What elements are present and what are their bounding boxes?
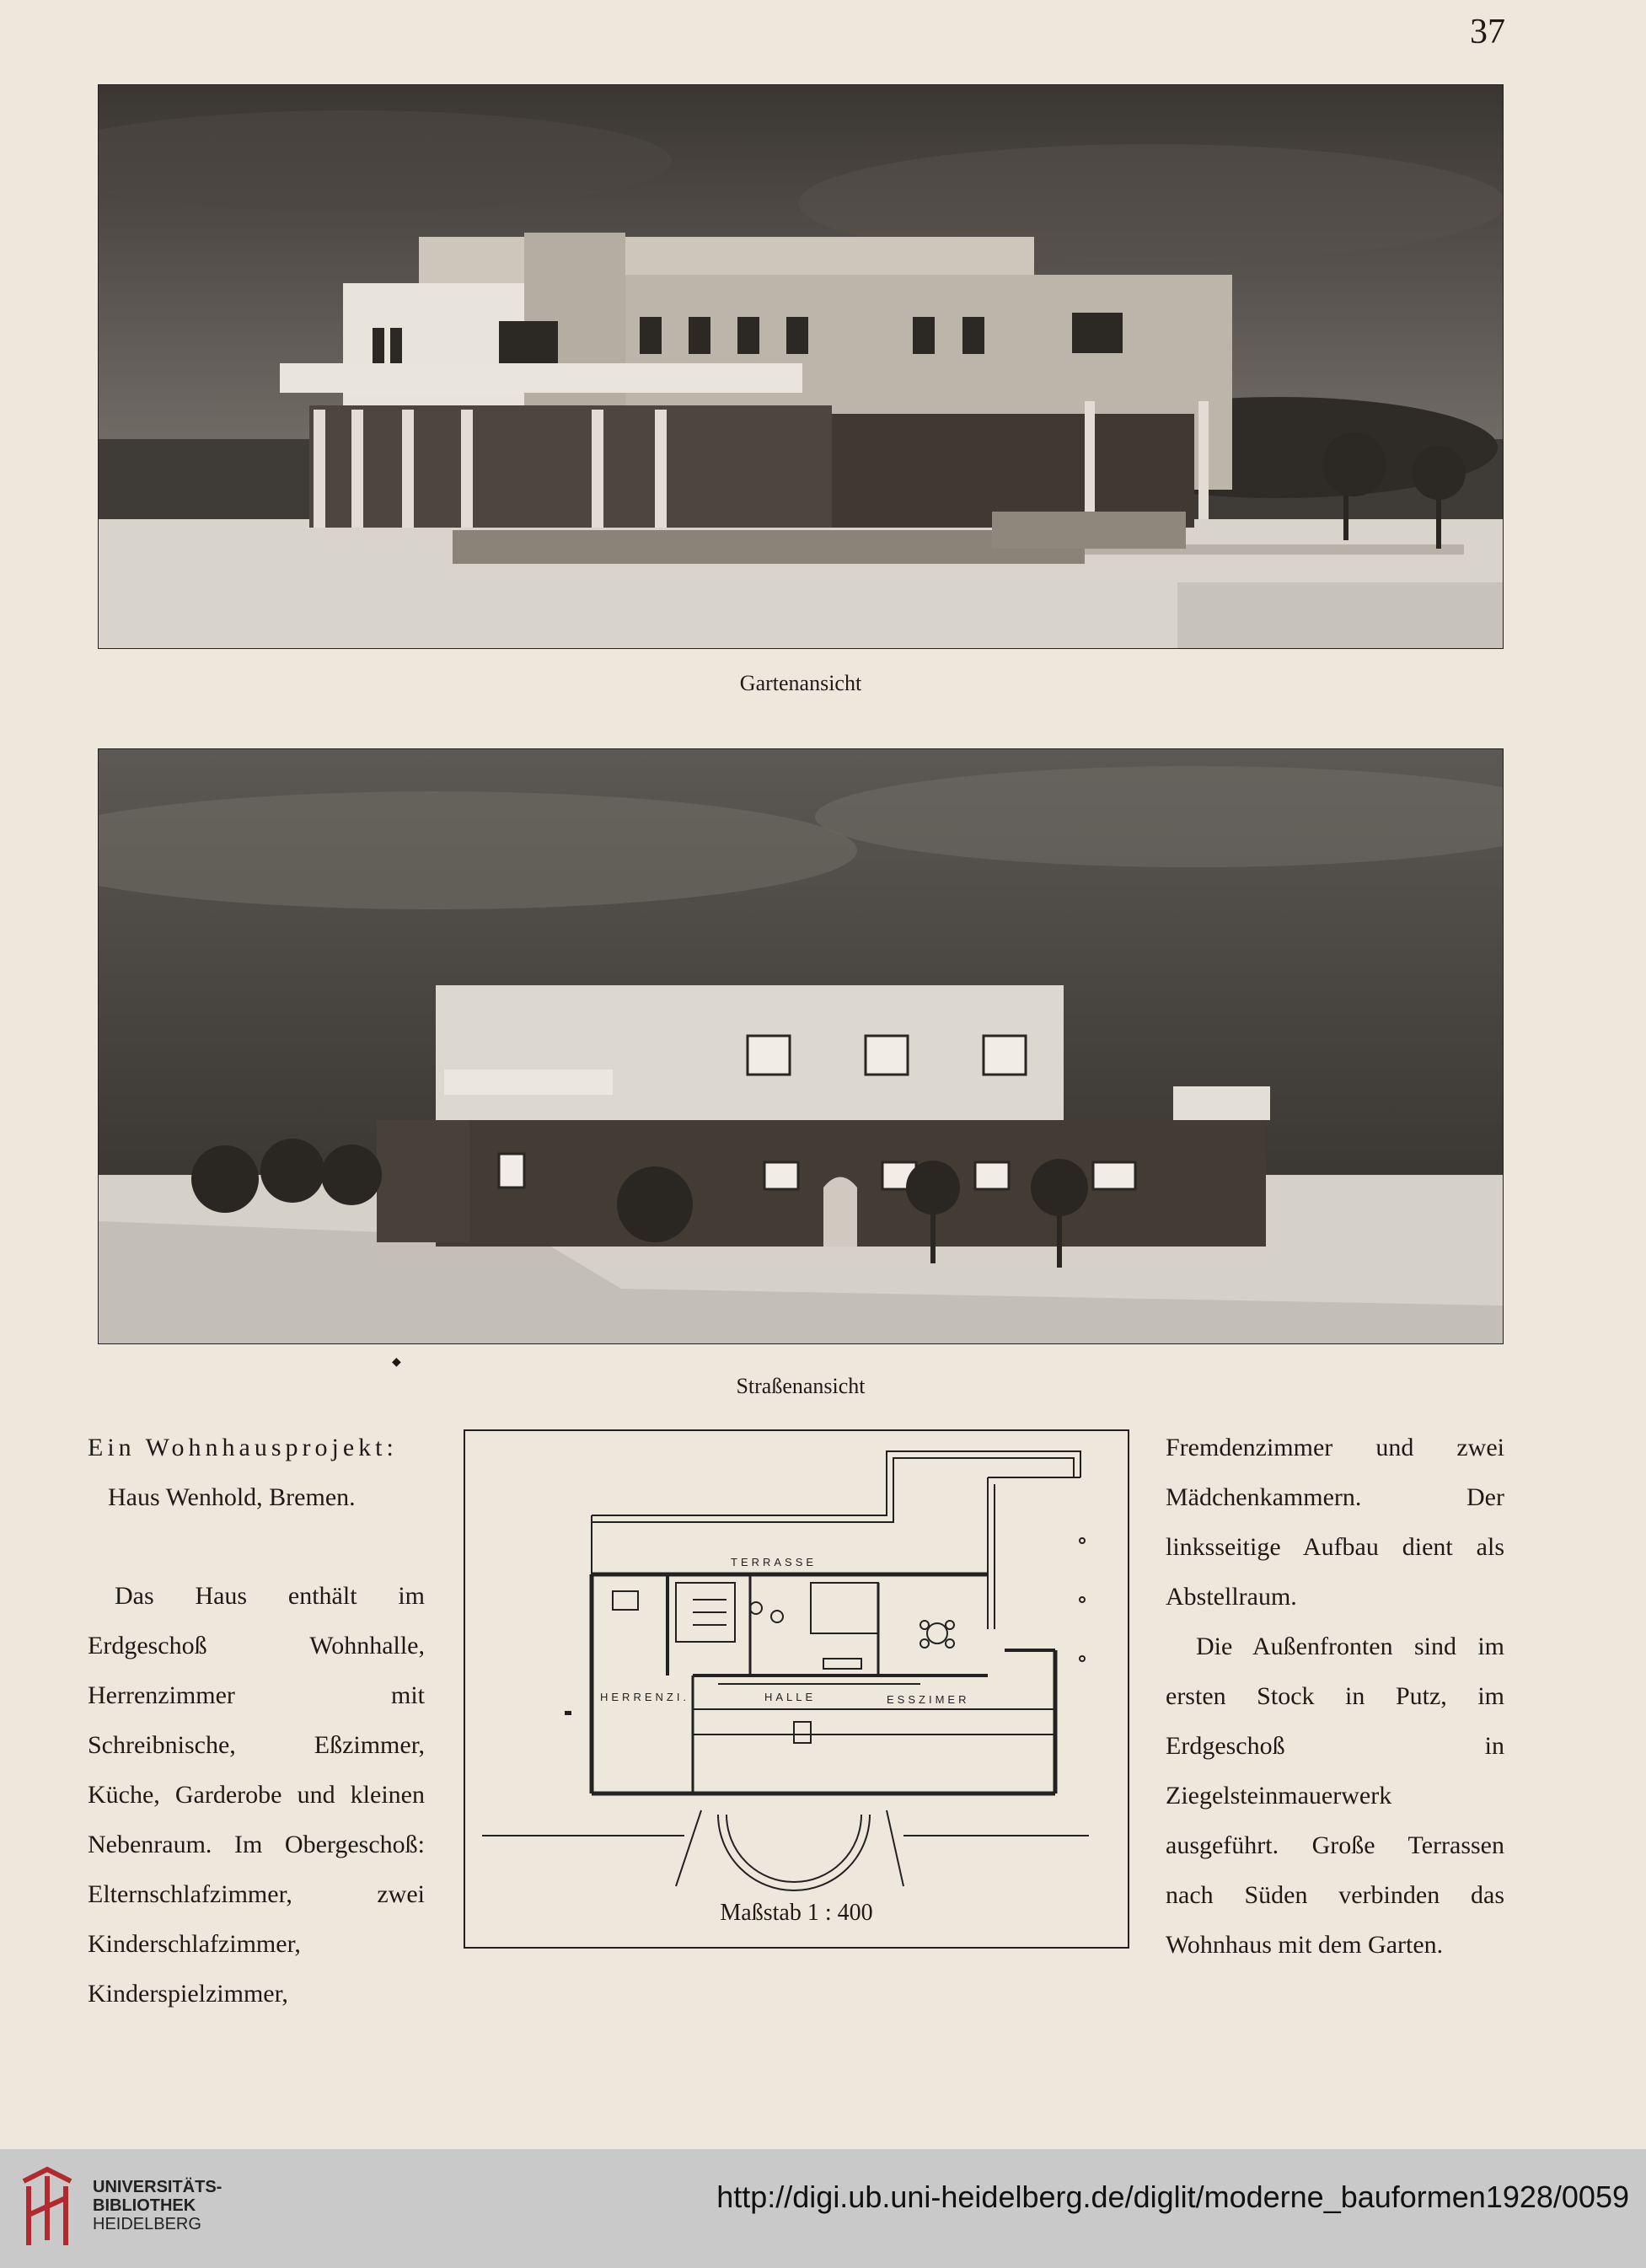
library-logo-icon (17, 2164, 78, 2250)
library-name-line3: HEIDELBERG (93, 2215, 201, 2233)
plan-scale: Maßstab 1 : 400 (720, 1900, 873, 1926)
source-url-link[interactable]: http://digi.ub.uni-heidelberg.de/diglit/moderne_bauformen1928/0059 (716, 2180, 1629, 2214)
article-heading: Ein Wohnhausprojekt: (88, 1434, 398, 1461)
right-paragraph-1: Fremdenzimmer und zwei Mädchenkammern. Der linksseitige Aufbau dient als Abstellraum. (1166, 1434, 1504, 1611)
floor-plan (464, 1429, 1129, 1949)
library-name (93, 2178, 222, 2233)
right-paragraph-2 (1166, 1622, 1504, 1970)
street-view-photo (98, 748, 1504, 1344)
garden-view-photo (98, 84, 1504, 649)
article-subheading: Haus Wenhold, Bremen. (108, 1483, 356, 1511)
right-text-column (1166, 1423, 1504, 1970)
footer-bar (0, 2149, 1646, 2268)
floor-plan-drawing (465, 1431, 1128, 1947)
plan-label-dining: ESSZIMER (887, 1693, 970, 1706)
left-text-column (88, 1423, 425, 2019)
library-name-line1: UNIVERSITÄTS- (93, 2178, 223, 2196)
left-paragraph (88, 1571, 425, 2019)
left-paragraph-text: Das Haus enthält im Erdgeschoß Wohnhalle, Herrenzimmer mit Schreibnische, Eßzimmer, Küche, Garderobe und kleinen Nebenraum. Im Obergeschoß: Elternschlafzimmer, zwei Kinderschlafzimmer, Kinderspielzimmer, (88, 1582, 425, 2008)
right-paragraph-2-text: Die Außenfronten sind im ersten Stock in Putz, im Erdgeschoß in Ziegelsteinmauerwerk ausgeführt. Große Terrassen nach Süden verbinden das Wohnhaus mit dem Garten. (1166, 1633, 1504, 1959)
plan-label-terrace: TERRASSE (731, 1556, 818, 1568)
page-number: 37 (1470, 13, 1505, 51)
plan-label-study: HERRENZI. (600, 1691, 690, 1703)
garden-view-caption: Gartenansicht (739, 671, 862, 695)
print-mark: ◆ (392, 1356, 401, 1369)
library-name-line2: BIBLIOTHEK (93, 2196, 196, 2215)
plan-label-hall: HALLE (764, 1691, 817, 1703)
street-view-caption: Straßenansicht (736, 1374, 866, 1398)
